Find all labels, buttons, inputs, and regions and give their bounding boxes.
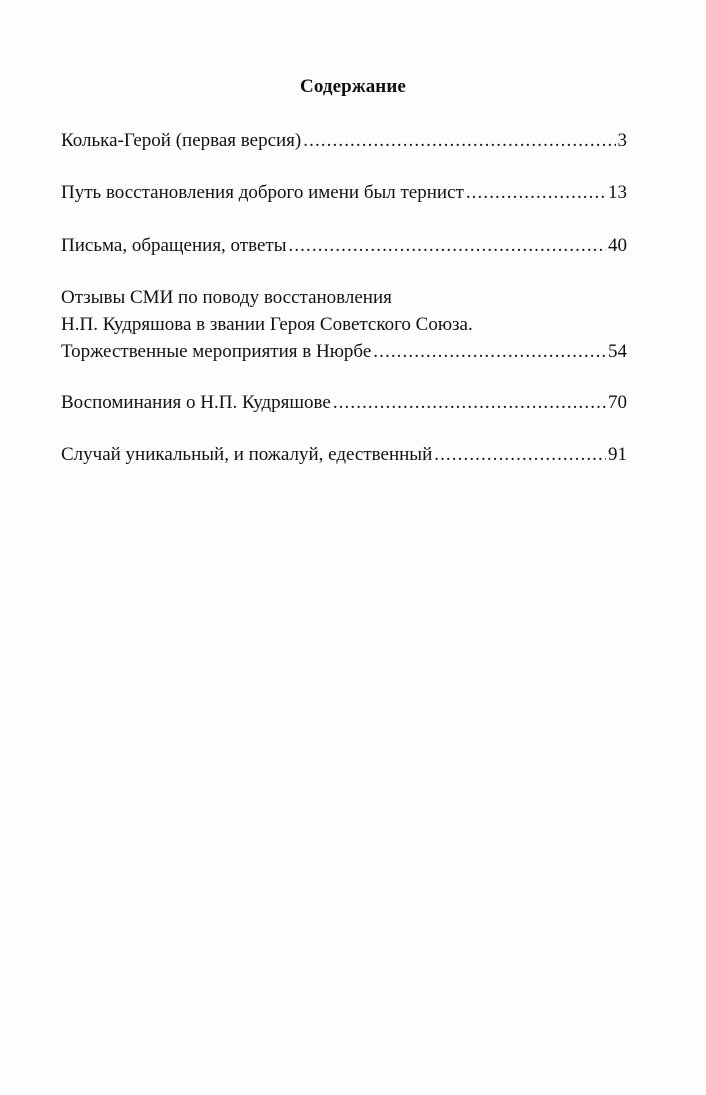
toc-entry-title-line: Отзывы СМИ по поводу восстановления xyxy=(61,287,392,308)
dot-leader xyxy=(434,441,606,468)
dot-leader xyxy=(373,338,606,365)
toc-entry-line xyxy=(61,389,627,416)
dot-leader xyxy=(466,179,606,206)
page-title: Содержание xyxy=(300,76,406,97)
toc-entry-title: Колька-Герой (первая версия) xyxy=(61,130,302,151)
toc-entry-title: Торжественные мероприятия в Нюрбе xyxy=(61,341,372,362)
toc-entry xyxy=(61,179,627,206)
toc-entry-title: Письма, обращения, ответы xyxy=(61,235,287,256)
toc-page-number: 3 xyxy=(617,130,627,151)
toc-entry xyxy=(61,127,627,154)
toc-page-number: 13 xyxy=(608,182,627,203)
toc-page-number: 70 xyxy=(608,392,627,413)
toc-entry-title: Воспоминания о Н.П. Кудряшове xyxy=(61,392,331,413)
toc-entry-line xyxy=(61,338,627,365)
dot-leader xyxy=(303,127,615,154)
toc-entry xyxy=(61,389,627,416)
toc-page-number: 40 xyxy=(608,235,627,256)
toc-entry xyxy=(61,232,627,259)
toc-entry xyxy=(61,284,627,365)
toc-entry-line xyxy=(61,127,627,154)
toc-entry-line xyxy=(61,179,627,206)
toc-entry-title: Путь восстановления доброго имени был тернист xyxy=(61,182,464,203)
toc-entry-title-line: Н.П. Кудряшова в звании Героя Советского Союза. xyxy=(61,314,473,335)
toc-page-number: 91 xyxy=(608,444,627,465)
toc-entry-line xyxy=(61,232,627,259)
dot-leader xyxy=(333,389,606,416)
dot-leader xyxy=(288,232,606,259)
toc-entry-line xyxy=(61,441,627,468)
toc-page-number: 54 xyxy=(608,341,627,362)
toc-entry-title: Случай уникальный, и пожалуй, едественный xyxy=(61,444,433,465)
toc-entry xyxy=(61,441,627,468)
